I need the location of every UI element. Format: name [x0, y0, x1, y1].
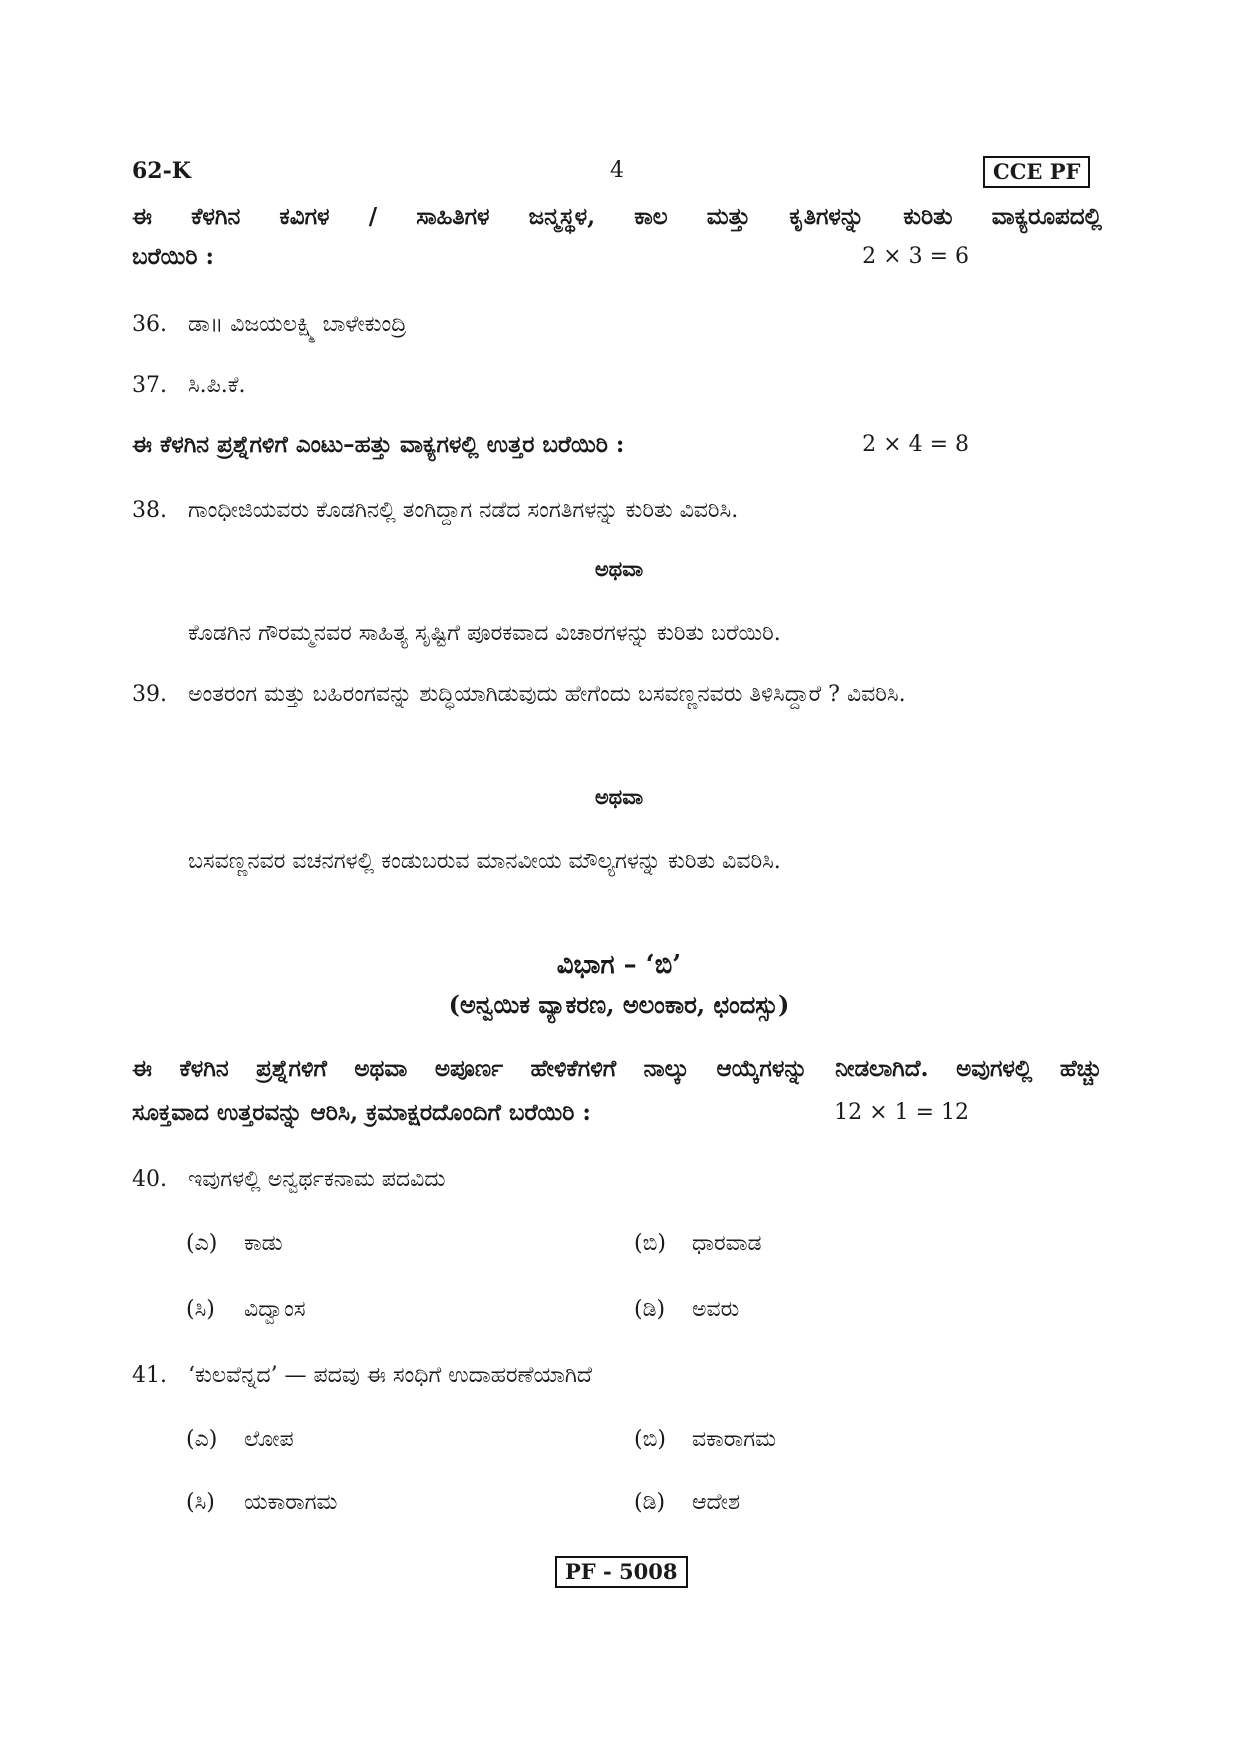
question-number: 36.: [132, 312, 167, 337]
question-39-alternative: ಬಸವಣ್ಣನವರ ವಚನಗಳಲ್ಲಿ ಕಂಡುಬರುವ ಮಾನವೀಯ ಮೌಲ್ಯಗಳನ್ನು ಕುರಿತು ವಿವರಿಸಿ.: [188, 849, 781, 874]
q41-option-d: [634, 1483, 740, 1523]
or-separator-38: ಅಥವಾ: [594, 556, 644, 581]
instruction-2-row: [132, 425, 1102, 465]
question-text: ಸಿ.ಪಿ.ಕೆ.: [188, 373, 246, 398]
question-40: [132, 1160, 1102, 1200]
question-38: [132, 491, 1102, 531]
question-number: 40.: [132, 1167, 167, 1192]
q41-option-a: [186, 1420, 294, 1460]
page-number: 4: [610, 158, 624, 183]
q40-option-a: [186, 1224, 283, 1264]
option-text: ಯಕಾರಾಗಮ: [244, 1490, 338, 1515]
instruction-3-marks: 12 × 1 = 12: [834, 1100, 969, 1125]
option-text: ಅವರು: [692, 1297, 740, 1322]
option-text: ಕಾಡು: [244, 1231, 283, 1256]
option-label: (ಬಿ): [634, 1231, 666, 1256]
option-text: ವಿದ್ವಾಂಸ: [244, 1297, 306, 1322]
option-text: ಲೋಪ: [244, 1427, 294, 1452]
or-separator-39: ಅಥವಾ: [594, 784, 644, 809]
instruction-3-line-2: ಸೂಕ್ತವಾದ ಉತ್ತರವನ್ನು ಆರಿಸಿ, ಕ್ರಮಾಕ್ಷರದೊಂದಿಗೆ ಬರೆಯಿರಿ :: [132, 1099, 591, 1126]
q40-option-b: [634, 1224, 762, 1264]
instruction-2-text: ಈ ಕೆಳಗಿನ ಪ್ರಶ್ನೆಗಳಿಗೆ ಎಂಟು–ಹತ್ತು ವಾಕ್ಯಗಳಲ್ಲಿ ಉತ್ತರ ಬರೆಯಿರಿ :: [132, 431, 625, 458]
question-text: ಡಾ॥ ವಿಜಯಲಕ್ಷ್ಮಿ ಬಾಳೇಕುಂದ್ರಿ: [188, 312, 407, 337]
question-36: [132, 305, 1102, 345]
q41-option-c: [186, 1483, 337, 1523]
instruction-3-line-2-row: [132, 1093, 1102, 1133]
option-label: (ಡಿ): [634, 1490, 666, 1515]
option-label: (ಸಿ): [186, 1490, 215, 1515]
option-label: (ಡಿ): [634, 1297, 666, 1322]
option-text: ವಕಾರಾಗಮ: [692, 1427, 777, 1452]
option-label: (ಬಿ): [634, 1427, 666, 1452]
section-b-title: ವಿಭಾಗ – ‘ಬಿ’: [556, 950, 682, 980]
section-b-subtitle: (ಅನ್ವಯಿಕ ವ್ಯಾಕರಣ, ಅಲಂಕಾರ, ಛಂದಸ್ಸು): [448, 990, 790, 1019]
cce-label-box: CCE PF: [983, 156, 1090, 188]
question-37: [132, 366, 1102, 406]
instruction-1-line-1: ಈ ಕೆಳಗಿನ ಕವಿಗಳ / ಸಾಹಿತಿಗಳ ಜನ್ಮಸ್ಥಳ, ಕಾಲ ಮತ್ತು ಕೃತಿಗಳನ್ನು ಕುರಿತು ವಾಕ್ಯರೂಪದಲ್ಲಿ: [132, 203, 1102, 230]
question-number: 41.: [132, 1363, 167, 1388]
footer-code-box: PF - 5008: [555, 1556, 688, 1588]
paper-code: 62-K: [132, 158, 191, 184]
instruction-1-line-2: ಬರೆಯಿರಿ :: [132, 243, 215, 270]
instruction-1-line-2-row: [132, 237, 1102, 277]
option-label: (ಎ): [186, 1231, 218, 1256]
q40-option-d: [634, 1290, 739, 1330]
option-label: (ಎ): [186, 1427, 218, 1452]
question-text: ಗಾಂಧೀಜಿಯವರು ಕೊಡಗಿನಲ್ಲಿ ತಂಗಿದ್ದಾಗ ನಡೆದ ಸಂಗತಿಗಳನ್ನು ಕುರಿತು ವಿವರಿಸಿ.: [188, 498, 739, 523]
instruction-1-marks: 2 × 3 = 6: [862, 244, 969, 269]
question-41: [132, 1356, 1102, 1396]
option-label: (ಸಿ): [186, 1297, 215, 1322]
option-text: ಧಾರವಾಡ: [692, 1231, 762, 1256]
instruction-2-marks: 2 × 4 = 8: [862, 432, 969, 457]
question-text: ಅಂತರಂಗ ಮತ್ತು ಬಹಿರಂಗವನ್ನು ಶುದ್ಧಿಯಾಗಿಡುವುದು ಹೇಗೆಂದು ಬಸವಣ್ಣನವರು ತಿಳಿಸಿದ್ದಾರೆ ? ವಿವರಿಸಿ.: [188, 682, 906, 707]
question-number: 38.: [132, 498, 167, 523]
question-38-alternative: ಕೊಡಗಿನ ಗೌರಮ್ಮನವರ ಸಾಹಿತ್ಯ ಸೃಷ್ಟಿಗೆ ಪೂರಕವಾದ ವಿಚಾರಗಳನ್ನು ಕುರಿತು ಬರೆಯಿರಿ.: [188, 621, 781, 646]
q41-option-b: [634, 1420, 776, 1460]
question-number: 37.: [132, 373, 167, 398]
question-39: [132, 674, 1102, 716]
option-text: ಆದೇಶ: [692, 1490, 741, 1515]
question-text: ‘ಕುಲವೆನ್ನದ’ — ಪದವು ಈ ಸಂಧಿಗೆ ಉದಾಹರಣೆಯಾಗಿದೆ: [188, 1363, 592, 1388]
question-text: ಇವುಗಳಲ್ಲಿ ಅನ್ವರ್ಥಕನಾಮ ಪದವಿದು: [188, 1167, 446, 1192]
instruction-3-line-1: ಈ ಕೆಳಗಿನ ಪ್ರಶ್ನೆಗಳಿಗೆ ಅಥವಾ ಅಪೂರ್ಣ ಹೇಳಿಕೆಗಳಿಗೆ ನಾಲ್ಕು ಆಯ್ಕೆಗಳನ್ನು ನೀಡಲಾಗಿದೆ. ಅವುಗಳಲ್ಲಿ ಹೆಚ್ಚು: [132, 1055, 1102, 1082]
question-number: 39.: [132, 682, 167, 707]
q40-option-c: [186, 1290, 306, 1330]
